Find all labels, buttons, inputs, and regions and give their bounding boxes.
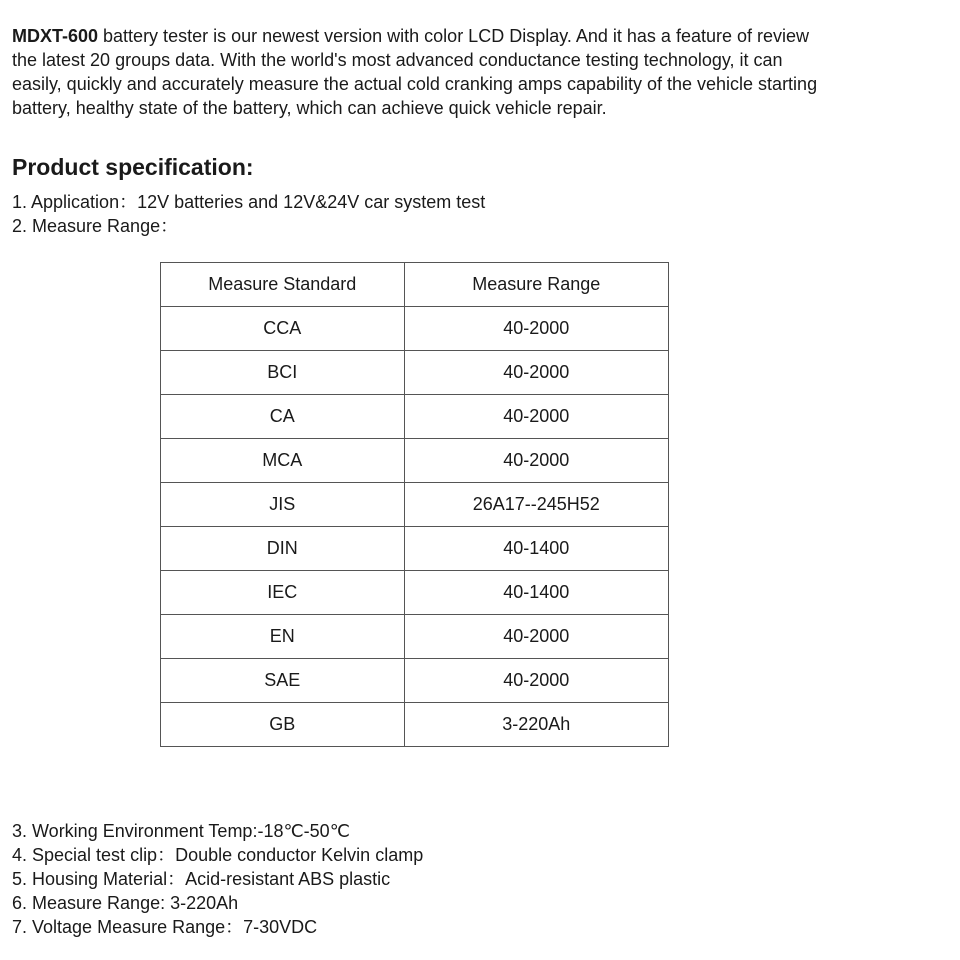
spec-item-test-clip: 4. Special test clip：Double conductor Kelvin clamp <box>12 845 424 865</box>
cell-range: 40-1400 <box>404 527 668 571</box>
spec-item-measure-range: 2. Measure Range： <box>12 216 179 236</box>
header-measure-standard: Measure Standard <box>161 263 405 307</box>
cell-range: 40-2000 <box>404 307 668 351</box>
cell-standard: MCA <box>161 439 405 483</box>
spec-item-housing-material: 5. Housing Material：Acid-resistant ABS plastic <box>12 869 391 889</box>
cell-range: 40-2000 <box>404 615 668 659</box>
intro-paragraph <box>12 24 832 120</box>
cell-standard: CA <box>161 395 405 439</box>
spec-item-working-temp: 3. Working Environment Temp:-18℃-50℃ <box>12 821 350 841</box>
table-row <box>161 527 669 571</box>
cell-standard: DIN <box>161 527 405 571</box>
cell-standard: IEC <box>161 571 405 615</box>
table-row <box>161 615 669 659</box>
cell-range: 40-1400 <box>404 571 668 615</box>
cell-range: 40-2000 <box>404 659 668 703</box>
cell-standard: EN <box>161 615 405 659</box>
table-row <box>161 351 669 395</box>
cell-standard: SAE <box>161 659 405 703</box>
table-row <box>161 571 669 615</box>
table-header-row <box>161 263 669 307</box>
cell-range: 3-220Ah <box>404 703 668 747</box>
cell-range: 26A17--245H52 <box>404 483 668 527</box>
cell-standard: JIS <box>161 483 405 527</box>
spec-list-bottom <box>12 819 423 939</box>
table-row <box>161 395 669 439</box>
spec-list-top <box>12 190 485 238</box>
table-row <box>161 307 669 351</box>
header-measure-range: Measure Range <box>404 263 668 307</box>
table-row <box>161 703 669 747</box>
intro-text: battery tester is our newest version with color LCD Display. And it has a feature of review the latest 20 groups data. With the world's most advanced conductance testing technology, it can easily, quickly and accurately measure the actual cold cranking amps capability of the vehicle starting battery, healthy state of the battery, which can achieve quick vehicle repair. <box>12 26 818 118</box>
measure-range-table <box>160 262 669 747</box>
product-name: MDXT-600 <box>12 26 99 46</box>
cell-range: 40-2000 <box>404 351 668 395</box>
table-row <box>161 483 669 527</box>
cell-standard: BCI <box>161 351 405 395</box>
cell-range: 40-2000 <box>404 395 668 439</box>
cell-range: 40-2000 <box>404 439 668 483</box>
spec-item-measure-range-ah: 6. Measure Range: 3-220Ah <box>12 893 239 913</box>
table-row <box>161 439 669 483</box>
cell-standard: GB <box>161 703 405 747</box>
spec-item-application: 1. Application：12V batteries and 12V&24V car system test <box>12 192 486 212</box>
spec-heading: Product specification: <box>12 154 254 180</box>
cell-standard: CCA <box>161 307 405 351</box>
table-row <box>161 659 669 703</box>
spec-item-voltage-range: 7. Voltage Measure Range：7-30VDC <box>12 917 318 937</box>
